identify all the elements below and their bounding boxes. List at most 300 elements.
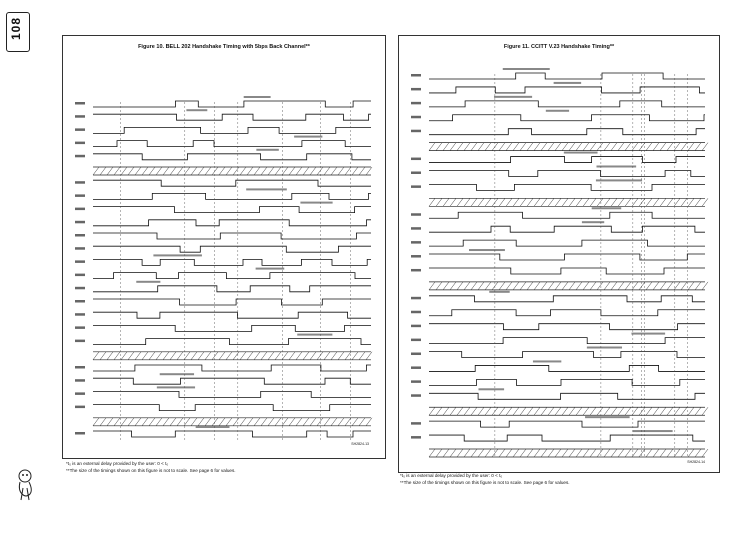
hatch-mark [457, 143, 463, 151]
hatch-mark [660, 407, 666, 415]
figure-11-timing-diagram [399, 36, 719, 472]
hatch-mark [527, 198, 533, 206]
hatch-mark [478, 198, 484, 206]
hatch-mark [366, 352, 372, 360]
hatch-mark [660, 198, 666, 206]
hatch-mark [499, 282, 505, 290]
hatch-mark [268, 418, 274, 426]
hatch-mark [534, 407, 540, 415]
signal-label-mark [411, 213, 421, 216]
annotation-mark [294, 136, 322, 138]
hatch-mark [541, 198, 547, 206]
hatch-mark [667, 198, 673, 206]
signal-trace [93, 141, 371, 147]
hatch-mark [443, 449, 449, 457]
hatch-mark [583, 143, 589, 151]
signal-label-mark [75, 366, 85, 369]
hatch-mark [611, 449, 617, 457]
hatch-mark [506, 407, 512, 415]
signal-label-mark [75, 221, 85, 224]
hatch-mark [548, 143, 554, 151]
hatch-mark [548, 198, 554, 206]
signal-label-mark [75, 208, 85, 211]
hatch-mark [275, 352, 281, 360]
hatch-mark [331, 418, 337, 426]
hatch-mark [282, 352, 288, 360]
hatch-mark [317, 167, 323, 175]
hatch-mark [562, 449, 568, 457]
hatch-mark [352, 167, 358, 175]
hatch-mark [611, 282, 617, 290]
hatch-mark [660, 282, 666, 290]
annotation-mark [153, 254, 202, 256]
hatch-mark [527, 449, 533, 457]
signal-trace [429, 170, 705, 176]
hatch-mark [338, 352, 344, 360]
hatch-mark [534, 143, 540, 151]
signal-trace [429, 310, 705, 316]
hatch-mark [317, 352, 323, 360]
hatch-mark [289, 352, 295, 360]
hatch-mark [107, 418, 113, 426]
hatch-mark [198, 352, 204, 360]
hatch-mark [149, 167, 155, 175]
hatch-mark [604, 407, 610, 415]
annotation-mark [160, 373, 194, 375]
hatch-mark [366, 167, 372, 175]
signal-trace [93, 312, 371, 318]
signal-label-mark [411, 130, 421, 133]
hatch-mark [338, 418, 344, 426]
hatch-mark [345, 418, 351, 426]
hatch-mark [702, 198, 708, 206]
hatch-mark [254, 352, 260, 360]
hatch-mark [639, 449, 645, 457]
hatch-mark [233, 352, 239, 360]
hatch-mark [555, 198, 561, 206]
hatch-mark [695, 407, 701, 415]
signal-trace [93, 405, 371, 411]
hatch-mark [562, 143, 568, 151]
signal-label-mark [75, 379, 85, 382]
hatch-mark [436, 407, 442, 415]
annotation-mark [256, 268, 285, 270]
hatch-mark [695, 198, 701, 206]
hatch-mark [555, 143, 561, 151]
hatch-mark [135, 167, 141, 175]
hatch-mark [135, 418, 141, 426]
annotation-mark [533, 360, 561, 362]
hatch-mark [436, 449, 442, 457]
hatch-mark [583, 198, 589, 206]
hatch-mark [625, 143, 631, 151]
annotation-mark [297, 334, 332, 336]
hatch-mark [261, 418, 267, 426]
hatch-mark [100, 418, 106, 426]
signal-trace [429, 87, 705, 93]
annotation-mark [300, 202, 332, 204]
signal-trace [93, 365, 371, 371]
hatch-mark [660, 143, 666, 151]
figure-10-notes [66, 460, 386, 474]
hatch-mark [527, 143, 533, 151]
hatch-mark [198, 418, 204, 426]
hatch-mark [695, 143, 701, 151]
hatch-mark [597, 282, 603, 290]
hatch-mark [471, 449, 477, 457]
hatch-mark [450, 407, 456, 415]
signal-trace [429, 73, 705, 79]
signal-label-mark [411, 88, 421, 91]
hatch-mark [478, 407, 484, 415]
signal-trace [93, 193, 371, 199]
signal-trace [429, 101, 705, 107]
signal-label-mark [75, 194, 85, 197]
hatch-mark [611, 407, 617, 415]
figure-11-title: Figure 11. CCITT V.23 Handshake Timing** [503, 44, 615, 50]
hatch-mark [128, 418, 134, 426]
figure-10-note-1: *t₀ is an external delay provided by the user: 0 < t₀ [66, 461, 169, 466]
hatch-mark [569, 449, 575, 457]
hatch-mark [604, 449, 610, 457]
hatch-mark [233, 418, 239, 426]
hatch-mark [506, 198, 512, 206]
signal-label-mark [75, 300, 85, 303]
signal-trace [429, 226, 705, 232]
figure-11-note-2: **The size of the timings shown on this figure is not to scale. See page 6 for values. [400, 480, 570, 485]
annotation-mark [246, 188, 287, 190]
signal-trace [93, 299, 371, 305]
hatch-mark [142, 418, 148, 426]
hatch-mark [296, 352, 302, 360]
hatch-mark [520, 198, 526, 206]
hatch-mark [639, 198, 645, 206]
hatch-mark [548, 449, 554, 457]
signal-label-mark [411, 394, 421, 397]
hatch-mark [338, 167, 344, 175]
hatch-mark [471, 198, 477, 206]
hatch-mark [226, 352, 232, 360]
hatch-mark [352, 352, 358, 360]
hatch-mark [191, 418, 197, 426]
hatch-mark [618, 407, 624, 415]
hatch-mark [569, 143, 575, 151]
hatch-mark [289, 418, 295, 426]
hatch-mark [212, 352, 218, 360]
signal-label-mark [411, 339, 421, 342]
hatch-mark [688, 198, 694, 206]
hatch-mark [254, 418, 260, 426]
annotation-mark [631, 333, 665, 335]
hatch-mark [576, 282, 582, 290]
hatch-mark [464, 407, 470, 415]
hatch-mark [429, 282, 435, 290]
hatch-mark [590, 143, 596, 151]
hatch-mark [576, 449, 582, 457]
hatch-mark [282, 167, 288, 175]
hatch-mark [121, 352, 127, 360]
hatch-mark [646, 282, 652, 290]
hatch-mark [534, 282, 540, 290]
hatch-mark [450, 449, 456, 457]
hatch-mark [485, 143, 491, 151]
hatch-mark [205, 167, 211, 175]
hatch-mark [324, 167, 330, 175]
signal-label-mark [411, 297, 421, 300]
hatch-mark [513, 407, 519, 415]
signal-label-mark [411, 241, 421, 244]
annotation-mark [596, 165, 636, 167]
hatch-mark [429, 449, 435, 457]
hatch-mark [569, 282, 575, 290]
hatch-mark [114, 352, 120, 360]
hatch-mark [163, 352, 169, 360]
hatch-mark [268, 167, 274, 175]
hatch-mark [310, 167, 316, 175]
signal-label-mark [411, 74, 421, 77]
hatch-mark [436, 198, 442, 206]
annotation-mark [157, 386, 195, 388]
hatch-mark [156, 418, 162, 426]
signal-label-mark [411, 380, 421, 383]
hatch-mark [457, 407, 463, 415]
hatch-mark [240, 167, 246, 175]
signal-label-mark [411, 353, 421, 356]
hatch-mark [646, 143, 652, 151]
signal-label-mark [75, 406, 85, 409]
hatch-mark [541, 449, 547, 457]
hatch-mark [653, 407, 659, 415]
signal-label-mark [75, 260, 85, 263]
hatch-mark [247, 352, 253, 360]
annotation-mark [587, 347, 622, 349]
signal-trace [429, 254, 705, 260]
hatch-mark [114, 167, 120, 175]
hatch-mark [450, 198, 456, 206]
signal-label-mark [411, 311, 421, 314]
hatch-mark [247, 167, 253, 175]
hatch-mark [499, 143, 505, 151]
hatch-mark [135, 352, 141, 360]
hatch-mark [170, 418, 176, 426]
annotation-mark [564, 152, 598, 154]
signal-trace [93, 431, 371, 437]
page-number: 108 [9, 17, 23, 41]
hatch-mark [464, 198, 470, 206]
hatch-mark [653, 198, 659, 206]
annotation-mark [494, 96, 532, 98]
hatch-mark [548, 282, 554, 290]
hatch-mark [233, 167, 239, 175]
hatch-mark [513, 198, 519, 206]
hatch-mark [443, 143, 449, 151]
hatch-mark [499, 198, 505, 206]
hatch-mark [513, 449, 519, 457]
hatch-mark [590, 449, 596, 457]
signal-label-mark [75, 115, 85, 118]
signal-label-mark [75, 287, 85, 290]
hatch-mark [289, 167, 295, 175]
hatch-mark [653, 449, 659, 457]
hatch-mark [303, 352, 309, 360]
hatch-mark [597, 143, 603, 151]
hatch-mark [569, 198, 575, 206]
hatch-mark [114, 418, 120, 426]
hatch-mark [324, 352, 330, 360]
hatch-mark [149, 418, 155, 426]
hatch-mark [128, 352, 134, 360]
hatch-mark [590, 198, 596, 206]
hatch-mark [604, 198, 610, 206]
hatch-mark [464, 449, 470, 457]
hatch-mark [520, 282, 526, 290]
signal-label-mark [411, 436, 421, 439]
figure-10-panel [62, 35, 386, 459]
hatch-mark [121, 167, 127, 175]
hatch-mark [688, 282, 694, 290]
hatch-mark [562, 407, 568, 415]
hatch-mark [590, 282, 596, 290]
annotation-mark [554, 82, 582, 84]
signal-trace [429, 129, 705, 135]
hatch-mark [450, 143, 456, 151]
hatch-mark [198, 167, 204, 175]
signal-trace [429, 184, 705, 190]
hatch-mark [478, 143, 484, 151]
hatch-mark [611, 198, 617, 206]
hatch-mark [261, 352, 267, 360]
hatch-mark [170, 167, 176, 175]
signal-trace [93, 325, 371, 331]
hatch-mark [639, 407, 645, 415]
hatch-mark [156, 352, 162, 360]
signal-label-mark [75, 313, 85, 316]
hatch-mark [625, 282, 631, 290]
hatch-mark [93, 418, 99, 426]
signal-trace [429, 352, 705, 358]
hatch-mark [681, 143, 687, 151]
signal-label-mark [411, 116, 421, 119]
hatch-mark [142, 352, 148, 360]
signal-trace [429, 393, 705, 399]
hatch-mark [562, 198, 568, 206]
signal-trace [93, 339, 371, 345]
figure-10-title: Figure 10. BELL 202 Handshake Timing with 5bps Back Channel** [138, 44, 310, 50]
hatch-mark [583, 282, 589, 290]
hatch-mark [485, 282, 491, 290]
figure-11-panel [398, 35, 720, 473]
hatch-mark [576, 198, 582, 206]
hatch-mark [163, 167, 169, 175]
signal-label-mark [75, 102, 85, 105]
hatch-mark [681, 449, 687, 457]
annotation-mark [186, 109, 207, 111]
signal-label-mark [411, 255, 421, 258]
hatch-mark [695, 449, 701, 457]
annotation-mark [596, 179, 642, 181]
hatch-mark [429, 198, 435, 206]
hatch-mark [681, 407, 687, 415]
hatch-mark [163, 418, 169, 426]
hatch-mark [611, 143, 617, 151]
hatch-mark [541, 282, 547, 290]
hatch-mark [156, 167, 162, 175]
hatch-mark [478, 449, 484, 457]
hatch-mark [688, 143, 694, 151]
hatch-mark [121, 418, 127, 426]
hatch-mark [541, 407, 547, 415]
hatch-mark [527, 282, 533, 290]
hatch-mark [324, 418, 330, 426]
hatch-mark [499, 449, 505, 457]
hatch-mark [352, 418, 358, 426]
hatch-mark [443, 198, 449, 206]
hatch-mark [331, 167, 337, 175]
hatch-mark [443, 282, 449, 290]
hatch-mark [282, 418, 288, 426]
hatch-mark [688, 449, 694, 457]
hatch-mark [541, 143, 547, 151]
hatch-mark [485, 449, 491, 457]
signal-trace [93, 233, 371, 239]
signal-label-mark [411, 185, 421, 188]
hatch-mark [702, 449, 708, 457]
signal-label-mark [411, 102, 421, 105]
hatch-mark [583, 407, 589, 415]
figure-10-note-2: **The size of the timings shown on this figure is not to scale. See page 6 for values. [66, 468, 236, 473]
annotation-mark [244, 96, 271, 98]
signal-trace [429, 365, 705, 371]
hatch-mark [296, 418, 302, 426]
hatch-mark [562, 282, 568, 290]
hatch-mark [261, 167, 267, 175]
signal-trace [429, 379, 705, 385]
hatch-mark [310, 418, 316, 426]
signal-trace [93, 154, 371, 160]
annotation-mark [196, 426, 230, 428]
annotation-mark [469, 249, 505, 251]
hatch-mark [681, 198, 687, 206]
hatch-mark [478, 282, 484, 290]
hatch-mark [219, 167, 225, 175]
hatch-mark [359, 352, 365, 360]
signal-label-mark [75, 247, 85, 250]
annotation-mark [256, 149, 278, 151]
hatch-mark [506, 282, 512, 290]
signal-trace [429, 421, 705, 427]
hatch-mark [436, 143, 442, 151]
signal-label-mark [75, 128, 85, 131]
signal-label-mark [75, 340, 85, 343]
hatch-mark [520, 143, 526, 151]
hatch-mark [359, 418, 365, 426]
hatch-mark [485, 198, 491, 206]
hatch-mark [597, 407, 603, 415]
hatch-mark [625, 198, 631, 206]
hatch-mark [240, 352, 246, 360]
signal-label-mark [411, 171, 421, 174]
hatch-mark [366, 418, 372, 426]
annotation-mark [585, 416, 630, 418]
hatch-mark [590, 407, 596, 415]
hatch-mark [254, 167, 260, 175]
hatch-mark [100, 352, 106, 360]
hatch-mark [583, 449, 589, 457]
hatch-mark [177, 352, 183, 360]
hatch-mark [191, 167, 197, 175]
hatch-mark [625, 449, 631, 457]
hatch-mark [597, 449, 603, 457]
